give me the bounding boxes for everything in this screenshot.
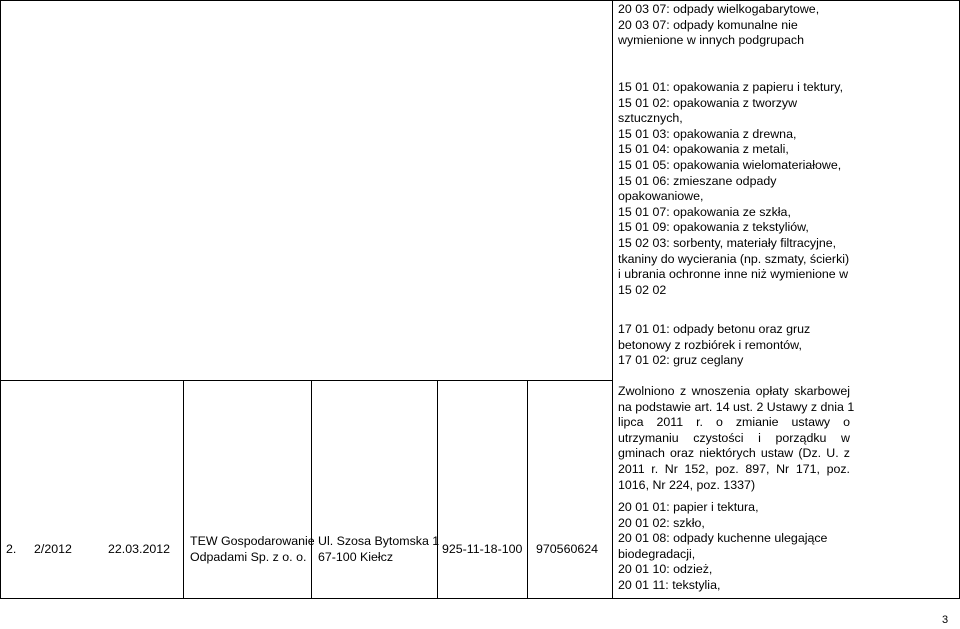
text-line: wymienione w innych podgrupach: [618, 33, 804, 48]
text-line: 15 02 02: [618, 282, 667, 297]
text-line: tkaniny do wycierania (np. szmaty, ścierki): [618, 251, 850, 266]
text-line: na podstawie art. 14 ust. 2 Ustawy z dnia 1: [618, 399, 855, 414]
text-line: 20 01 01: papier i tektura,: [618, 500, 759, 514]
waste-codes-packaging: [618, 80, 849, 298]
fee-exemption-note: [618, 384, 855, 493]
text-line: opakowaniowe,: [618, 189, 704, 204]
waste-codes-top: [618, 2, 819, 49]
text-line: 2011 r. Nr 152, poz. 897, Nr 171, poz.: [618, 461, 850, 476]
text-line: 15 01 03: opakowania z drewna,: [618, 126, 797, 141]
text-line: 15 01 05: opakowania wielomateriałowe,: [618, 157, 842, 172]
text-line: Ul. Szosa Bytomska 1: [318, 534, 440, 548]
text-line: 15 01 06: zmieszane odpady: [618, 173, 777, 188]
entry-date: 22.03.2012: [108, 542, 171, 556]
text-line: biodegradacji,: [618, 546, 696, 561]
column-divider: [183, 380, 184, 599]
column-divider: [311, 380, 312, 599]
text-line: 67-100 Kiełcz: [318, 549, 394, 564]
text-line: 20 01 10: odzież,: [618, 562, 713, 577]
text-line: 15 01 09: opakowania z tekstyliów,: [618, 220, 809, 235]
nip-number: 925-11-18-100: [442, 542, 523, 556]
text-line: 20 01 11: tekstylia,: [618, 577, 721, 592]
text-line: 20 01 08: odpady kuchenne ulegające: [618, 531, 828, 546]
row-divider: [0, 380, 612, 381]
column-divider: [437, 380, 438, 599]
text-line: utrzymaniu czystości i porządku w: [618, 430, 850, 445]
row-number: 2.: [6, 542, 17, 556]
text-line: 20 01 02: szkło,: [618, 515, 705, 530]
company-name: [190, 534, 315, 565]
text-line: gminach oraz niektórych ustaw (Dz. U. z: [618, 446, 850, 461]
text-line: Zwolniono z wnoszenia opłaty skarbowej: [618, 384, 850, 398]
waste-codes-construction: [618, 322, 810, 369]
text-line: Odpadami Sp. z o. o.: [190, 549, 307, 564]
text-line: 20 03 07: odpady komunalne nie: [618, 17, 798, 32]
text-line: lipca 2011 r. o zmianie ustawy o: [618, 415, 850, 430]
company-address: [318, 534, 439, 565]
text-line: 17 01 01: odpady betonu oraz gruz: [618, 322, 811, 336]
text-line: 15 01 04: opakowania z metali,: [618, 142, 789, 157]
column-divider: [527, 380, 528, 599]
text-line: i ubrania ochronne inne niż wymienione w: [618, 267, 849, 282]
regon-number: 970560624: [536, 542, 599, 556]
text-line: 20 03 07: odpady wielkogabarytowe,: [618, 2, 820, 16]
page-number: 3: [942, 614, 949, 626]
text-line: 15 01 07: opakowania ze szkła,: [618, 204, 791, 219]
text-line: 15 01 01: opakowania z papieru i tektury,: [618, 80, 844, 94]
text-line: 17 01 02: gruz ceglany: [618, 353, 744, 368]
waste-codes-municipal: [618, 500, 827, 594]
column-divider: [612, 0, 613, 599]
register-number: 2/2012: [34, 542, 72, 556]
text-line: 15 01 02: opakowania z tworzyw: [618, 95, 798, 110]
text-line: 15 02 03: sorbenty, materiały filtracyjne,: [618, 235, 837, 250]
text-line: betonowy z rozbiórek i remontów,: [618, 337, 802, 352]
text-line: sztucznych,: [618, 111, 683, 126]
text-line: TEW Gospodarowanie: [190, 534, 315, 548]
text-line: 1016, Nr 224, poz. 1337): [618, 477, 756, 492]
